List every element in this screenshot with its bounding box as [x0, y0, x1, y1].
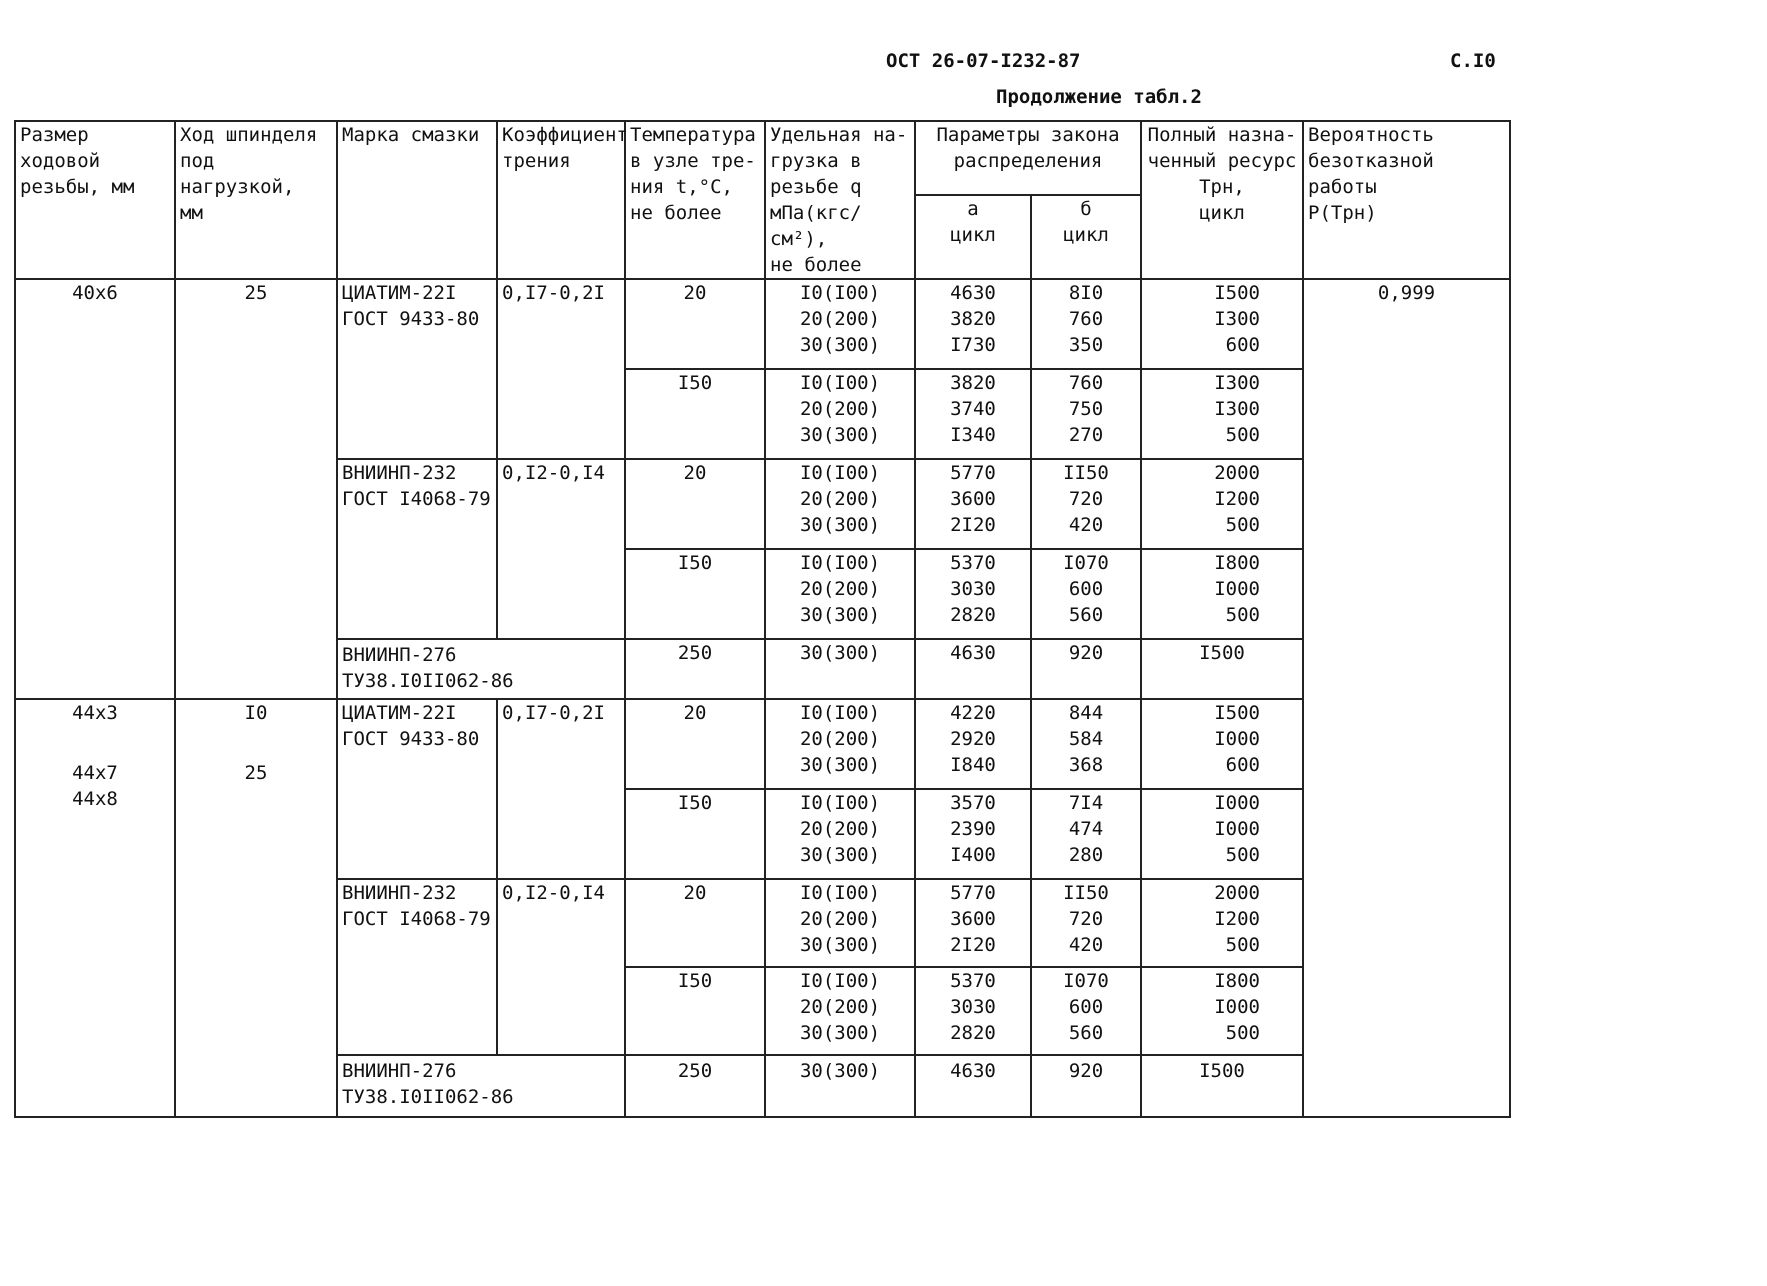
param-b-cell [1031, 549, 1141, 639]
param-a-cell: 4630 [915, 1055, 1031, 1117]
param-a-cell [915, 279, 1031, 369]
col-temperature: Температура в узле тре- ния t,°C, не более [625, 121, 765, 279]
col-probability: Вероятность безотказной работы Р(Трн) [1303, 121, 1510, 279]
param-a-cell [915, 879, 1031, 967]
resource-cell [1141, 967, 1303, 1055]
col-friction: Коэффициент трения [497, 121, 625, 279]
resource-cell [1141, 459, 1303, 549]
resource-value: I000 [1214, 792, 1260, 814]
resource-value: I000 [1214, 996, 1260, 1018]
col-param-a: a цикл [915, 195, 1031, 279]
col-grease: Марка смазки [337, 121, 497, 279]
table-row [15, 699, 1510, 789]
temperature-cell: 20 [625, 459, 765, 549]
load-value: I0(I00) [799, 552, 881, 574]
param-a-cell [915, 549, 1031, 639]
spacer [20, 726, 170, 760]
grease-brand: ЦИАТИМ-22I ГОСТ 9433-80 [337, 279, 497, 459]
load-value: 30(300) [799, 1022, 881, 1044]
param-b-value: 584 [1068, 728, 1104, 750]
thread-size-value: 40x6 [72, 282, 118, 304]
friction-coef: 0,I7-0,2I [497, 699, 625, 879]
param-b-value: 350 [1068, 334, 1104, 356]
load-value: 30(300) [799, 844, 881, 866]
param-b-cell [1031, 459, 1141, 549]
thread-size-cell [15, 699, 175, 1117]
resource-cell: I500 [1141, 1055, 1303, 1117]
temperature-cell: 20 [625, 879, 765, 967]
resource-value: 500 [1225, 844, 1260, 866]
param-b-value: 560 [1068, 604, 1104, 626]
param-a-value: I340 [950, 424, 996, 446]
param-a-value: 5770 [950, 882, 996, 904]
resource-cell [1141, 879, 1303, 967]
param-b-cell [1031, 967, 1141, 1055]
col-thread-size: Размер ходовой резьбы, мм [15, 121, 175, 279]
spacer [180, 726, 332, 760]
param-b-value: 760 [1068, 308, 1104, 330]
resource-value: 500 [1225, 514, 1260, 536]
param-b-value: II50 [1063, 462, 1109, 484]
spindle-travel-value: 25 [244, 282, 268, 304]
load-value: I0(I00) [799, 882, 881, 904]
load-value: 20(200) [799, 398, 881, 420]
thread-size-value: 44x3 [72, 702, 118, 724]
thread-size-value: 44x7 [72, 762, 118, 784]
grease-brand: ВНИИНП-232 ГОСТ I4068-79 [337, 879, 497, 1055]
param-b-cell: 920 [1031, 1055, 1141, 1117]
thread-size-value: 44x8 [72, 788, 118, 810]
col-spindle-travel: Ход шпинделя под нагрузкой, мм [175, 121, 337, 279]
load-cell [765, 459, 915, 549]
load-value: 30(300) [799, 604, 881, 626]
param-a-value: I400 [950, 844, 996, 866]
resource-value: I800 [1214, 552, 1260, 574]
resource-value: I300 [1214, 398, 1260, 420]
resource-value: 600 [1225, 334, 1260, 356]
resource-value: I000 [1214, 728, 1260, 750]
param-b-value: 600 [1068, 578, 1104, 600]
param-a-value: I730 [950, 334, 996, 356]
param-a-cell [915, 967, 1031, 1055]
param-b-cell: 920 [1031, 639, 1141, 699]
param-b-value: II50 [1063, 882, 1109, 904]
param-b-value: 8I0 [1068, 282, 1104, 304]
header-row [15, 121, 1510, 195]
resource-value: I500 [1214, 282, 1260, 304]
param-b-value: 720 [1068, 908, 1104, 930]
resource-value: I200 [1214, 488, 1260, 510]
col-resource: Полный назна- ченный ресурс Трн, цикл [1141, 121, 1303, 279]
param-a-value: 3600 [950, 908, 996, 930]
friction-coef: 0,I7-0,2I [497, 279, 625, 459]
param-b-value: 600 [1068, 996, 1104, 1018]
grease-brand: ЦИАТИМ-22I ГОСТ 9433-80 [337, 699, 497, 879]
param-b-cell [1031, 789, 1141, 879]
resource-value: 500 [1225, 934, 1260, 956]
col-load: Удельная на- грузка в резьбе q мПа(кгс/см²), не более [765, 121, 915, 279]
thread-size-list [20, 700, 170, 812]
resource-value: 500 [1225, 604, 1260, 626]
temperature-cell: I50 [625, 369, 765, 459]
friction-coef: 0,I2-0,I4 [497, 879, 625, 1055]
param-a-value: 3600 [950, 488, 996, 510]
load-value: I0(I00) [799, 792, 881, 814]
param-a-value: 2820 [950, 604, 996, 626]
load-cell [765, 549, 915, 639]
resource-value: 500 [1225, 1022, 1260, 1044]
param-b-value: I070 [1063, 552, 1109, 574]
load-cell [765, 279, 915, 369]
param-a-cell [915, 789, 1031, 879]
param-a-cell [915, 699, 1031, 789]
param-b-value: 280 [1068, 844, 1104, 866]
resource-value: I300 [1214, 308, 1260, 330]
param-b-value: 7I4 [1068, 792, 1104, 814]
document-code: ОСТ 26-07-I232-87 [886, 50, 1081, 72]
param-b-cell [1031, 699, 1141, 789]
spindle-travel-cell [175, 279, 337, 699]
load-cell: 30(300) [765, 639, 915, 699]
param-a-value: 3820 [950, 308, 996, 330]
load-value: 20(200) [799, 728, 881, 750]
param-b-value: 750 [1068, 398, 1104, 420]
temperature-cell: 20 [625, 279, 765, 369]
param-a-cell [915, 369, 1031, 459]
resource-cell [1141, 549, 1303, 639]
temperature-cell: I50 [625, 789, 765, 879]
param-a-value: 2I20 [950, 514, 996, 536]
page-number: С.I0 [1450, 50, 1496, 72]
resource-value: I500 [1214, 702, 1260, 724]
load-value: I0(I00) [799, 702, 881, 724]
temperature-cell: 250 [625, 1055, 765, 1117]
lubrication-table [14, 120, 1511, 1118]
param-b-value: I070 [1063, 970, 1109, 992]
resource-cell [1141, 279, 1303, 369]
resource-cell [1141, 369, 1303, 459]
param-b-value: 368 [1068, 754, 1104, 776]
load-value: I0(I00) [799, 970, 881, 992]
param-a-value: 2820 [950, 1022, 996, 1044]
param-b-value: 844 [1068, 702, 1104, 724]
param-b-value: 760 [1068, 372, 1104, 394]
table-continuation-label: Продолжение табл.2 [996, 86, 1202, 108]
resource-cell [1141, 699, 1303, 789]
param-b-value: 720 [1068, 488, 1104, 510]
thread-size-cell [15, 279, 175, 699]
spindle-travel-list [180, 700, 332, 812]
grease-brand: ВНИИНП-232 ГОСТ I4068-79 [337, 459, 497, 639]
load-value: 20(200) [799, 908, 881, 930]
col-param-b: б цикл [1031, 195, 1141, 279]
resource-value: I000 [1214, 818, 1260, 840]
param-b-value: 270 [1068, 424, 1104, 446]
resource-value: 500 [1225, 424, 1260, 446]
param-b-value: 474 [1068, 818, 1104, 840]
param-a-value: 5770 [950, 462, 996, 484]
param-a-value: 4220 [950, 702, 996, 724]
load-value: 20(200) [799, 578, 881, 600]
param-b-cell [1031, 879, 1141, 967]
resource-cell [1141, 789, 1303, 879]
temperature-cell: 250 [625, 639, 765, 699]
load-cell [765, 699, 915, 789]
resource-value: I300 [1214, 372, 1260, 394]
load-value: 30(300) [799, 424, 881, 446]
load-value: 30(300) [799, 934, 881, 956]
load-value: 30(300) [799, 334, 881, 356]
load-cell [765, 879, 915, 967]
param-b-value: 420 [1068, 934, 1104, 956]
param-a-value: 2920 [950, 728, 996, 750]
spindle-travel-value: 25 [244, 762, 268, 784]
spindle-travel-value: I0 [244, 702, 268, 724]
param-b-cell [1031, 369, 1141, 459]
param-a-cell: 4630 [915, 639, 1031, 699]
param-a-cell [915, 459, 1031, 549]
grease-brand: ВНИИНП-276 ТУ38.I0II062-86 [337, 639, 625, 699]
param-a-value: 3740 [950, 398, 996, 420]
resource-value: 600 [1225, 754, 1260, 776]
param-a-value: 5370 [950, 552, 996, 574]
param-a-value: 3030 [950, 578, 996, 600]
spacer [180, 786, 332, 812]
param-a-value: 4630 [950, 282, 996, 304]
resource-value: I800 [1214, 970, 1260, 992]
temperature-cell: I50 [625, 549, 765, 639]
param-a-value: 5370 [950, 970, 996, 992]
param-a-value: 3820 [950, 372, 996, 394]
load-cell: 30(300) [765, 1055, 915, 1117]
spindle-travel-cell [175, 699, 337, 1117]
load-value: I0(I00) [799, 462, 881, 484]
param-a-value: 2I20 [950, 934, 996, 956]
temperature-cell: I50 [625, 967, 765, 1055]
load-cell [765, 789, 915, 879]
load-value: I0(I00) [799, 372, 881, 394]
temperature-cell: 20 [625, 699, 765, 789]
grease-brand: ВНИИНП-276 ТУ38.I0II062-86 [337, 1055, 625, 1117]
param-a-value: 3570 [950, 792, 996, 814]
friction-coef: 0,I2-0,I4 [497, 459, 625, 639]
probability-cell [1303, 279, 1510, 1117]
resource-cell: I500 [1141, 639, 1303, 699]
load-value: I0(I00) [799, 282, 881, 304]
load-cell [765, 369, 915, 459]
load-value: 30(300) [799, 754, 881, 776]
param-b-cell [1031, 279, 1141, 369]
resource-value: 2000 [1214, 462, 1260, 484]
table-row [15, 279, 1510, 369]
load-cell [765, 967, 915, 1055]
load-value: 20(200) [799, 996, 881, 1018]
resource-value: 2000 [1214, 882, 1260, 904]
param-b-value: 560 [1068, 1022, 1104, 1044]
param-a-value: 2390 [950, 818, 996, 840]
resource-value: I000 [1214, 578, 1260, 600]
load-value: 20(200) [799, 308, 881, 330]
load-value: 20(200) [799, 818, 881, 840]
param-a-value: 3030 [950, 996, 996, 1018]
probability-value: 0,999 [1377, 282, 1436, 304]
param-b-value: 420 [1068, 514, 1104, 536]
param-a-value: I840 [950, 754, 996, 776]
resource-value: I200 [1214, 908, 1260, 930]
load-value: 20(200) [799, 488, 881, 510]
load-value: 30(300) [799, 514, 881, 536]
col-distribution-params: Параметры закона распределения [915, 121, 1141, 195]
